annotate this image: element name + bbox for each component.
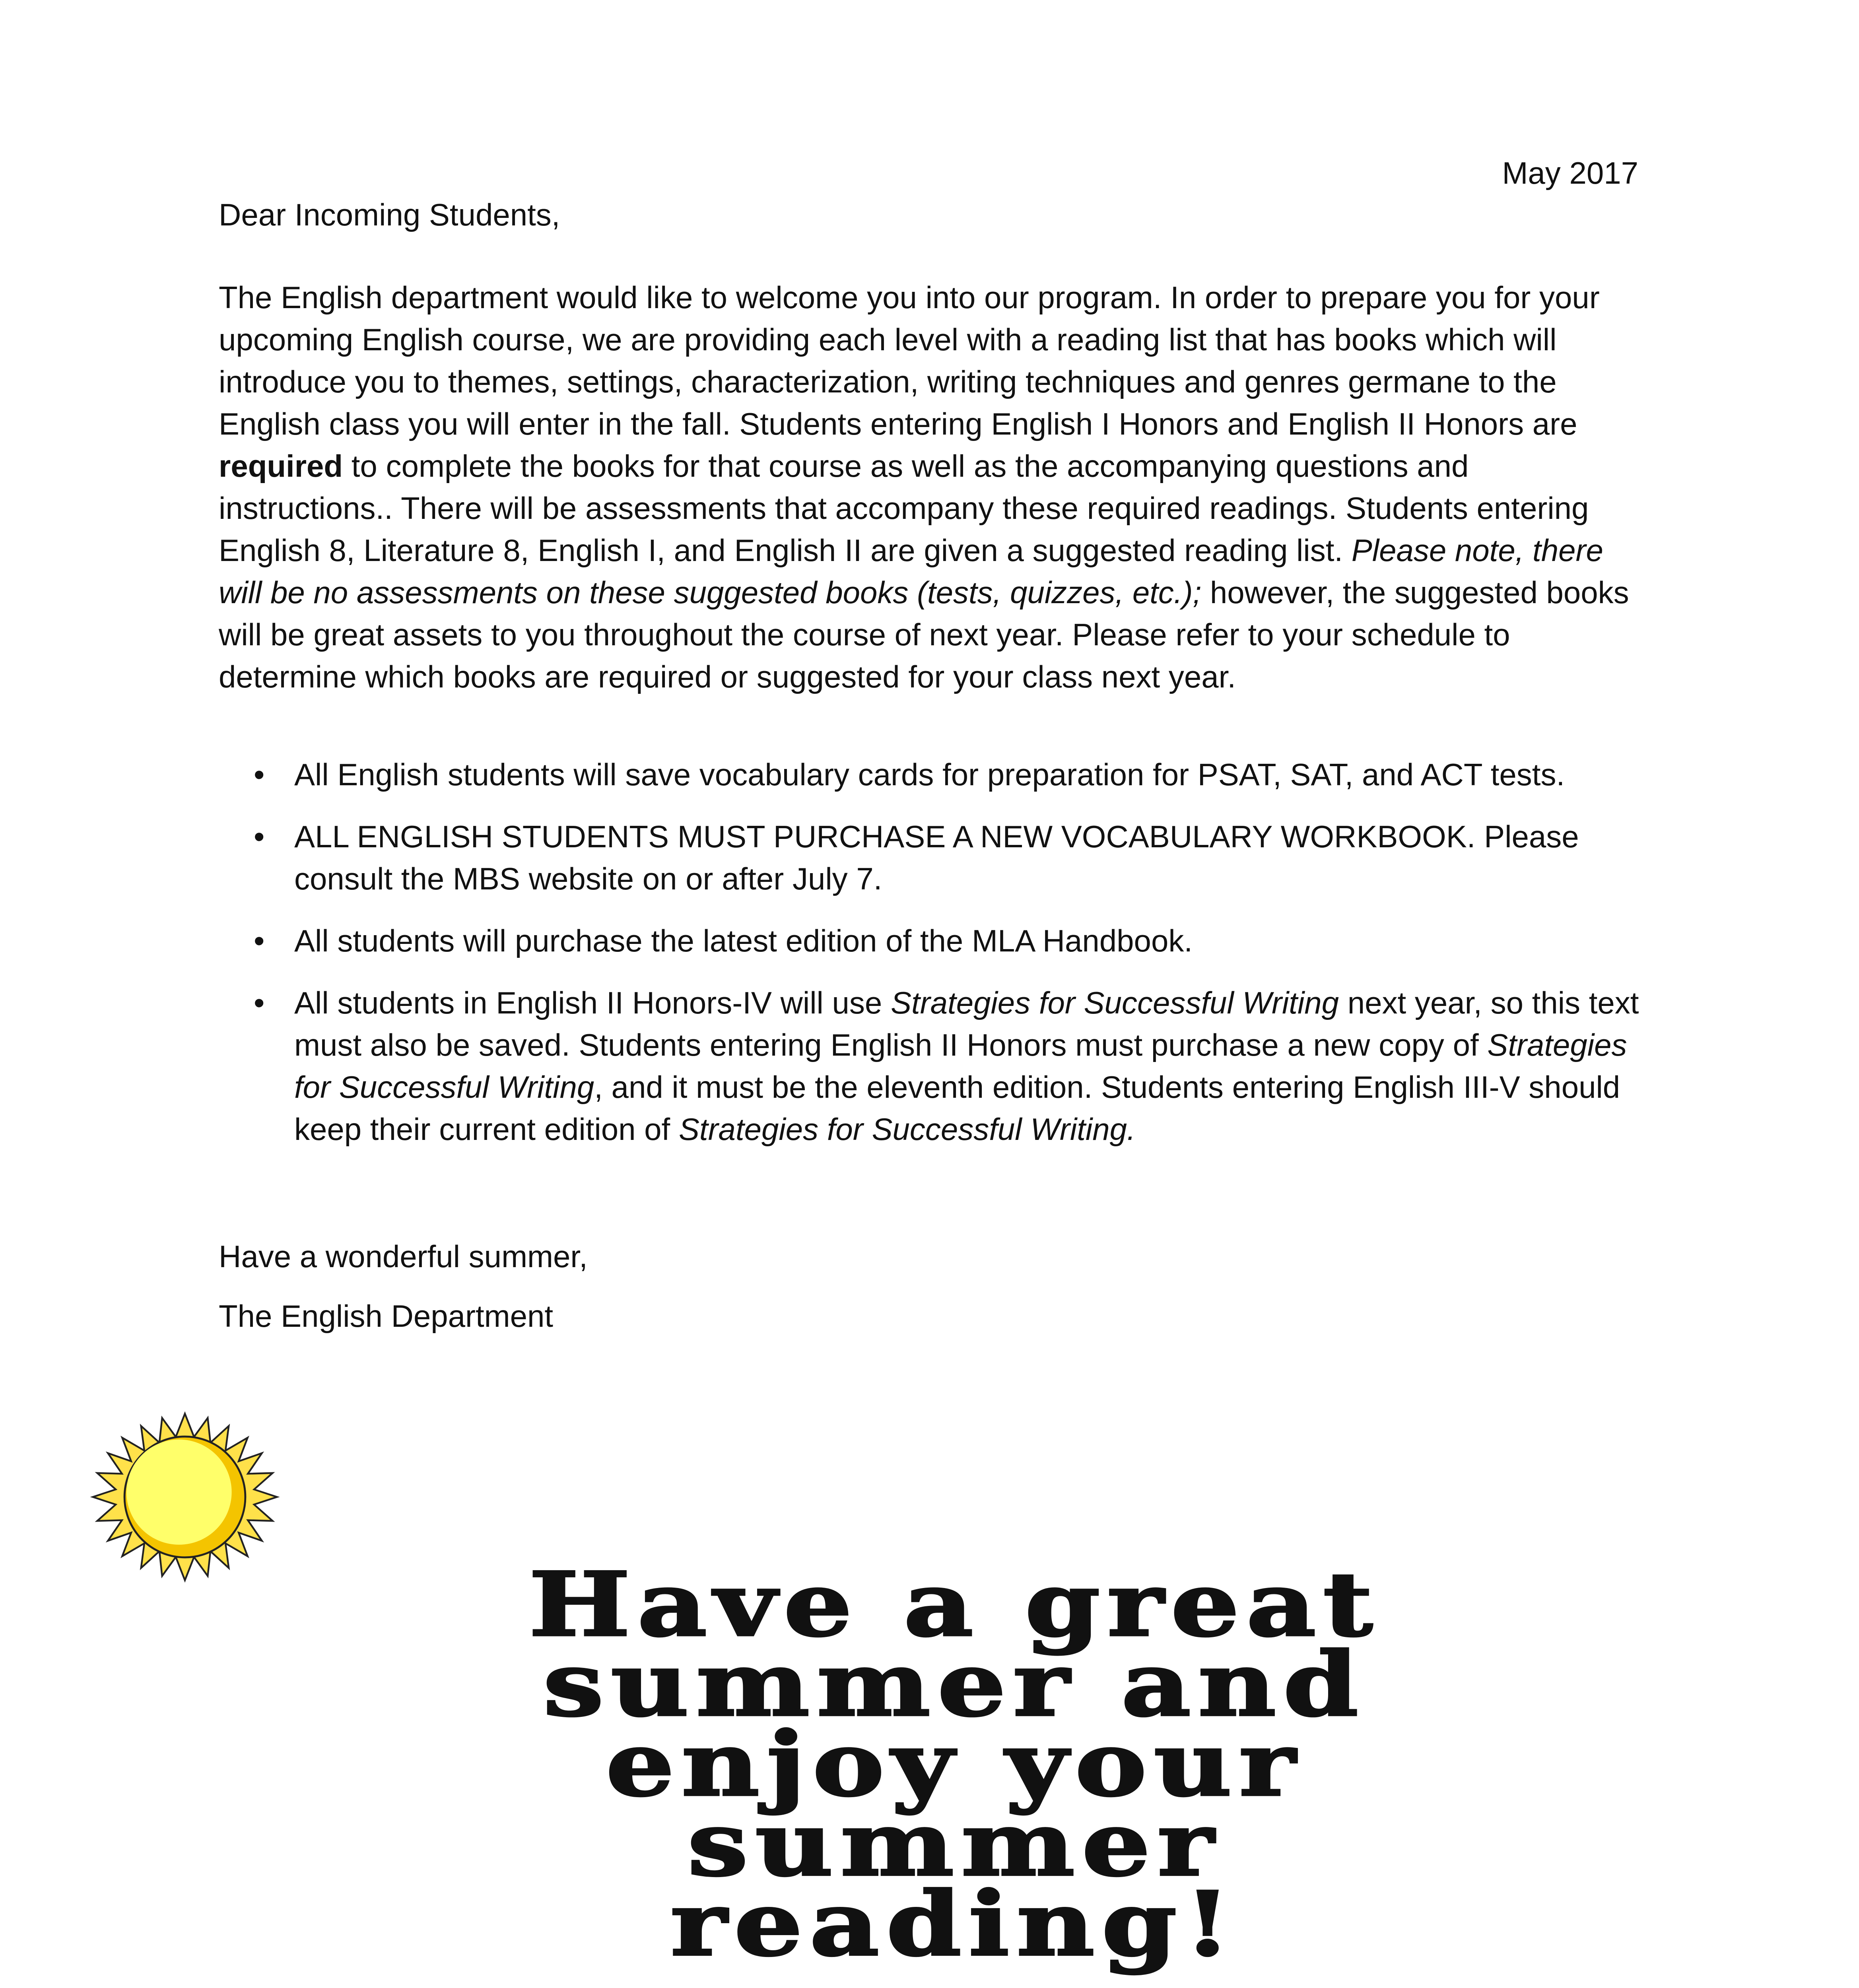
bullet-text-part: , and it must be the eleventh edition. Students entering English III-V should keep their current edition of bbox=[294, 1070, 1620, 1147]
bullet-icon: • bbox=[254, 985, 265, 1020]
bullet-text-part: next year, so this text must also be saved. Students entering English II Honors must purchase a new copy of bbox=[294, 985, 1639, 1062]
bullet-icon: • bbox=[254, 923, 265, 958]
instructions-list bbox=[219, 753, 1642, 1170]
bullet-icon: • bbox=[254, 819, 265, 854]
banner-line: reading! bbox=[670, 1872, 1238, 1976]
intro-text-3: however, the suggested books will be great assets to you throughout the course of next year. Please refer to your schedule to determine which books are required or suggested for your class next year. bbox=[219, 575, 1629, 694]
banner-line: summer bbox=[688, 1792, 1221, 1896]
bullet-text: All students will purchase the latest edition of the MLA Handbook. bbox=[294, 923, 1193, 958]
banner-line: summer and bbox=[543, 1632, 1366, 1736]
intro-required: required bbox=[219, 448, 343, 483]
bullet-text bbox=[294, 985, 1639, 1147]
intro-note: Please note, there will be no assessments on these suggested books (tests, quizzes, etc.); bbox=[219, 533, 1603, 610]
book-title: Strategies for Successful Writing bbox=[294, 1027, 1627, 1105]
closing: Have a wonderful summer, bbox=[219, 1239, 588, 1274]
summer-banner bbox=[239, 1552, 1670, 1976]
book-title: Strategies for Successful Writing. bbox=[678, 1112, 1136, 1147]
banner-line: enjoy your bbox=[606, 1712, 1303, 1816]
letter-date: May 2017 bbox=[1502, 155, 1638, 190]
banner-line: Have a great bbox=[528, 1552, 1380, 1656]
bullet-text: All English students will save vocabulary cards for preparation for PSAT, SAT, and ACT tests. bbox=[294, 757, 1565, 792]
intro-text-2: to complete the books for that course as well as the accompanying questions and instructions.. There will be assessments that accompany these required readings. Students entering English 8, Literature 8, English I, and English II are given a suggested reading list. bbox=[219, 448, 1589, 568]
bullet-text-part: All students in English II Honors-IV will use bbox=[294, 985, 891, 1020]
bullet-icon: • bbox=[254, 757, 265, 792]
salutation: Dear Incoming Students, bbox=[219, 197, 560, 232]
list-item bbox=[219, 815, 1642, 900]
intro-paragraph bbox=[219, 276, 1642, 698]
bullet-text: ALL ENGLISH STUDENTS MUST PURCHASE A NEW VOCABULARY WORKBOOK. Please consult the MBS website on or after July 7. bbox=[294, 819, 1579, 896]
list-item bbox=[219, 920, 1642, 962]
signature: The English Department bbox=[219, 1299, 554, 1334]
list-item bbox=[219, 753, 1642, 796]
intro-text-1: The English department would like to welcome you into our program. In order to prepare you for your upcoming English course, we are providing each level with a reading list that has books which will introduce you to themes, settings, characterization, writing techniques and genres germane to the English class you will enter in the fall. Students entering English I Honors and English II Honors are bbox=[219, 280, 1600, 441]
list-item bbox=[219, 982, 1642, 1150]
book-title: Strategies for Successful Writing bbox=[890, 985, 1339, 1020]
